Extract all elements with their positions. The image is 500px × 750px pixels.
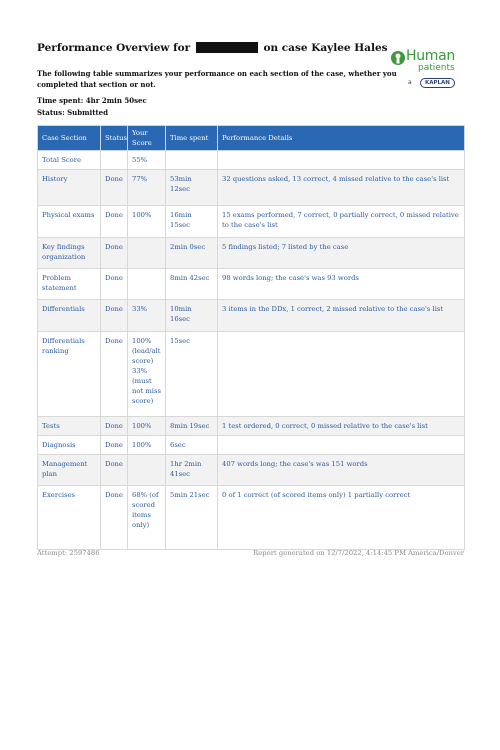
table-row xyxy=(38,455,465,486)
kaplan-badge: KAPLAN xyxy=(420,78,455,88)
human-patients-logo xyxy=(390,48,470,94)
cell-section: Total Score xyxy=(38,151,101,170)
column-header: Time spent xyxy=(166,126,218,151)
cell-status: Done xyxy=(101,238,128,269)
time-spent-text: Time spent: 4hr 2min 50sec xyxy=(37,96,147,105)
cell-status: Done xyxy=(101,332,128,417)
cell-details: 15 exams performed, 7 correct, 0 partially correct, 0 missed relative to the case's list xyxy=(218,206,465,238)
cell-details xyxy=(218,151,465,170)
redacted-name xyxy=(196,42,258,53)
performance-table xyxy=(37,125,465,550)
cell-status: Done xyxy=(101,170,128,206)
table-header-row xyxy=(38,126,465,151)
cell-score: 100% xyxy=(128,417,166,436)
cell-details: 3 items in the DDx, 1 correct, 2 missed relative to the case's list xyxy=(218,300,465,332)
cell-section: Key findings organization xyxy=(38,238,101,269)
cell-score: 68% (of scored items only) xyxy=(128,486,166,550)
cell-time: 6sec xyxy=(166,436,218,455)
attempt-id: Attempt: 2597486 xyxy=(37,549,100,557)
cell-time xyxy=(166,151,218,170)
cell-details xyxy=(218,436,465,455)
table-row xyxy=(38,332,465,417)
cell-time: 53min 12sec xyxy=(166,170,218,206)
column-header: Performance Details xyxy=(218,126,465,151)
cell-status: Done xyxy=(101,269,128,300)
logo-brand-text: Human xyxy=(406,48,455,64)
logo-brand-subtext: patients xyxy=(418,63,455,73)
table-row xyxy=(38,300,465,332)
cell-time: 5min 21sec xyxy=(166,486,218,550)
cell-details: 1 test ordered, 0 correct, 0 missed relative to the case's list xyxy=(218,417,465,436)
cell-section: Differentials xyxy=(38,300,101,332)
cell-score: 100% xyxy=(128,436,166,455)
table-row xyxy=(38,417,465,436)
cell-score: 77% xyxy=(128,170,166,206)
cell-section: Tests xyxy=(38,417,101,436)
cell-time: 8min 42sec xyxy=(166,269,218,300)
cell-score xyxy=(128,238,166,269)
table-row xyxy=(38,486,465,550)
cell-status: Done xyxy=(101,300,128,332)
cell-time: 10min 16sec xyxy=(166,300,218,332)
cell-score: 55% xyxy=(128,151,166,170)
cell-time: 8min 19sec xyxy=(166,417,218,436)
status-text: Status: Submitted xyxy=(37,108,109,117)
logo-partner-prefix: a xyxy=(408,79,412,86)
cell-details: 407 words long; the case's was 151 words xyxy=(218,455,465,486)
cell-status: Done xyxy=(101,206,128,238)
cell-score: 100% xyxy=(128,206,166,238)
cell-section: Differentials ranking xyxy=(38,332,101,417)
report-title xyxy=(37,42,388,54)
cell-status: Done xyxy=(101,455,128,486)
cell-score: 100% (lead/alt score) 33% (must not miss score) xyxy=(128,332,166,417)
cell-details: 0 of 1 correct (of scored items only) 1 partially correct xyxy=(218,486,465,550)
title-prefix: Performance Overview for xyxy=(37,42,191,54)
intro-text: The following table summarizes your performance on each section of the case, whether you completed that section or not. xyxy=(37,69,397,89)
cell-details: 32 questions asked, 13 correct, 4 missed relative to the case's list xyxy=(218,170,465,206)
cell-score xyxy=(128,455,166,486)
column-header: Case Section xyxy=(38,126,101,151)
table-row xyxy=(38,206,465,238)
cell-status: Done xyxy=(101,436,128,455)
human-logo-icon xyxy=(390,50,406,66)
column-header: Status xyxy=(101,126,128,151)
cell-status: Done xyxy=(101,417,128,436)
cell-time: 1hr 2min 41sec xyxy=(166,455,218,486)
cell-time: 2min 0sec xyxy=(166,238,218,269)
cell-section: Diagnosis xyxy=(38,436,101,455)
cell-time: 15sec xyxy=(166,332,218,417)
cell-time: 16min 15sec xyxy=(166,206,218,238)
table-row xyxy=(38,170,465,206)
cell-score: 33% xyxy=(128,300,166,332)
table-row xyxy=(38,269,465,300)
cell-details xyxy=(218,332,465,417)
report-generated-timestamp: Report generated on 12/7/2022, 4:14:45 PM America/Denver xyxy=(253,549,464,557)
cell-section: Physical exams xyxy=(38,206,101,238)
cell-score xyxy=(128,269,166,300)
cell-section: Problem statement xyxy=(38,269,101,300)
cell-details: 5 findings listed; 7 listed by the case xyxy=(218,238,465,269)
table-row xyxy=(38,436,465,455)
cell-status xyxy=(101,151,128,170)
cell-details: 98 words long; the case's was 93 words xyxy=(218,269,465,300)
table-row xyxy=(38,238,465,269)
cell-section: Exercises xyxy=(38,486,101,550)
cell-section: Management plan xyxy=(38,455,101,486)
title-suffix: on case Kaylee Hales xyxy=(263,42,388,54)
cell-status: Done xyxy=(101,486,128,550)
table-row xyxy=(38,151,465,170)
cell-section: History xyxy=(38,170,101,206)
column-header: Your Score xyxy=(128,126,166,151)
